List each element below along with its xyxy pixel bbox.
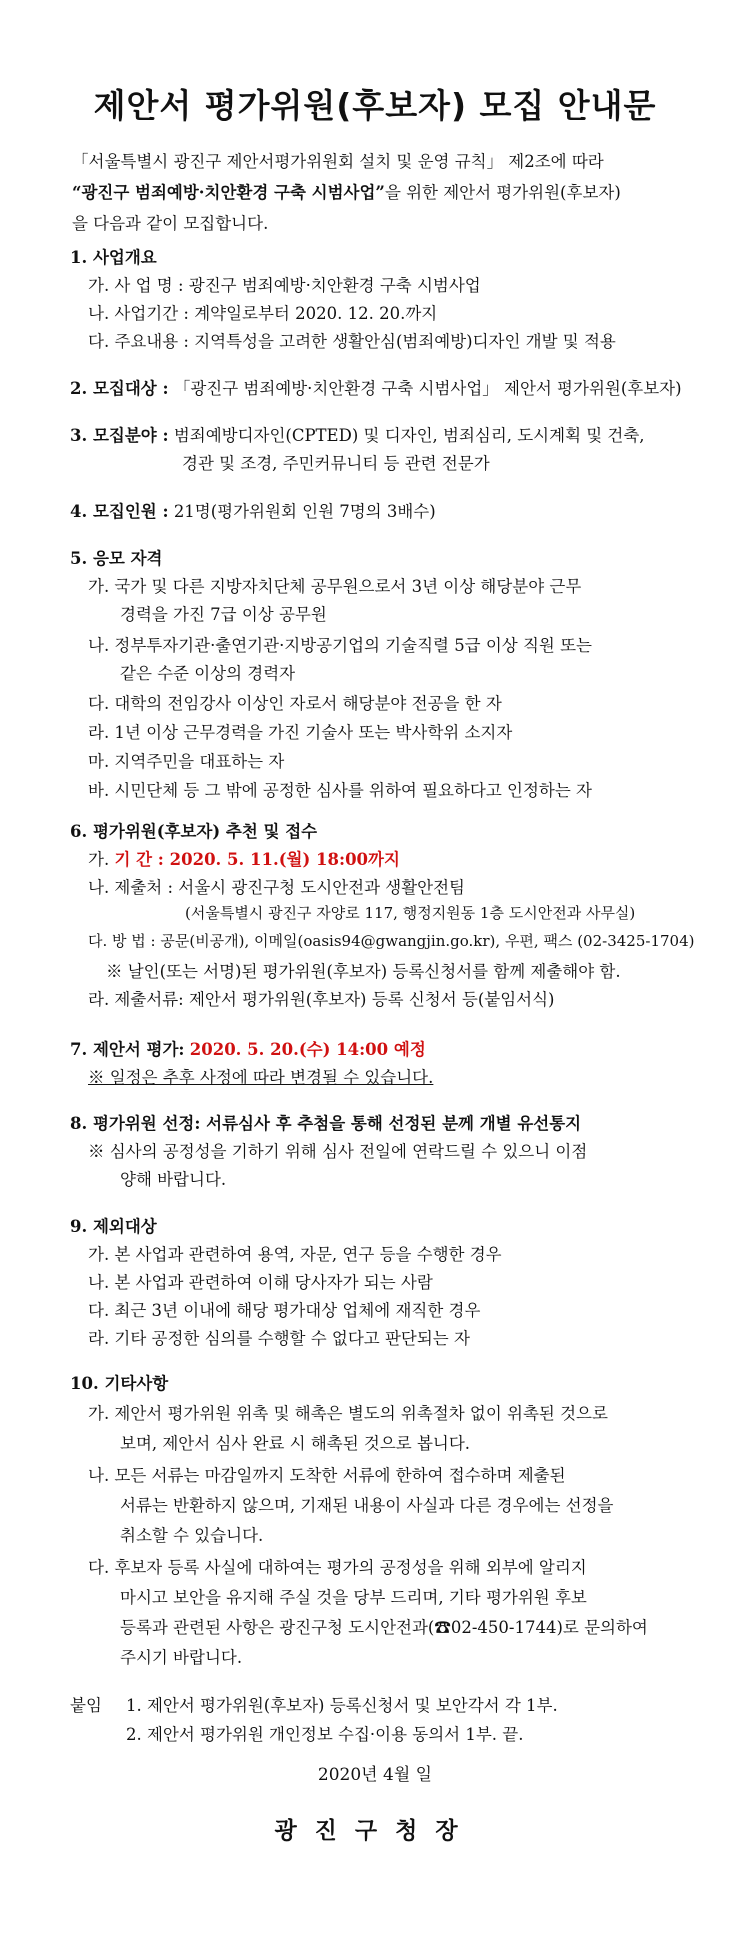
- section-1-heading: 1. 사업개요: [70, 248, 157, 267]
- section-1-item-1: 가. 사 업 명 : 광진구 범죄예방·치안환경 구축 시범사업: [88, 276, 481, 295]
- attachment-item-2: 2. 제안서 평가위원 개인정보 수집·이용 동의서 1부. 끝.: [126, 1725, 524, 1744]
- section-4: [70, 498, 436, 522]
- section-10-line-7: 마시고 보안을 유지해 주실 것을 당부 드리며, 기타 평가위원 후보: [120, 1588, 587, 1607]
- section-7: [70, 1036, 426, 1060]
- section-3-heading: 3. 모집분야 :: [70, 426, 169, 445]
- section-9-heading: 9. 제외대상: [70, 1217, 157, 1236]
- section-5-item-ga-cont: 경력을 가진 7급 이상 공무원: [120, 605, 327, 624]
- section-3-line-2: 경관 및 조경, 주민커뮤니티 등 관련 전문가: [182, 454, 490, 473]
- section-6-item-na: 나. 제출처 : 서울시 광진구청 도시안전과 생활안전팀: [88, 878, 465, 897]
- section-6-item-da: 다. 방 법 : 공문(비공개), 이메일(oasis94@gwangjin.go.kr), 우편, 팩스 (02-3425-1704): [88, 932, 695, 950]
- section-9-item-ra: 라. 기타 공정한 심의를 수행할 수 없다고 판단되는 자: [88, 1329, 470, 1348]
- attachment-item-1: 1. 제안서 평가위원(후보자) 등록신청서 및 보안각서 각 1부.: [126, 1696, 558, 1715]
- section-10-line-8: 등록과 관련된 사항은 광진구청 도시안전과(☎02-450-1744)로 문의하여: [120, 1618, 648, 1637]
- section-6-item-ga: [88, 846, 400, 870]
- attachment-label: 붙임: [70, 1696, 102, 1715]
- section-1-item-3: 다. 주요내용 : 지역특성을 고려한 생활안심(범죄예방)디자인 개발 및 적용: [88, 332, 616, 351]
- section-8-note-1: ※ 심사의 공정성을 기하기 위해 심사 전일에 연락드릴 수 있으니 이점: [88, 1142, 588, 1161]
- submission-deadline: 기 간 : 2020. 5. 11.(월) 18:00까지: [114, 850, 400, 869]
- section-2-text: 「광진구 범죄예방·치안환경 구축 시범사업」 제안서 평가위원(후보자): [173, 379, 682, 398]
- section-10-line-6: 다. 후보자 등록 사실에 대하여는 평가의 공정성을 위해 외부에 알리지: [88, 1558, 587, 1577]
- section-9-item-na: 나. 본 사업과 관련하여 이해 당사자가 되는 사람: [88, 1273, 433, 1292]
- section-6-ga-label: 가.: [88, 850, 110, 869]
- section-4-text: 21명(평가위원회 인원 7명의 3배수): [173, 502, 436, 521]
- issue-date: 2020년 4월 일: [317, 1765, 433, 1785]
- section-3: [70, 422, 645, 446]
- document-title: 제안서 평가위원(후보자) 모집 안내문: [93, 86, 657, 125]
- section-10-line-9: 주시기 바랍니다.: [120, 1648, 243, 1667]
- section-8-note-2: 양해 바랍니다.: [120, 1170, 227, 1189]
- section-6-heading: 6. 평가위원(후보자) 추천 및 접수: [70, 822, 318, 841]
- section-2: [70, 375, 682, 399]
- section-5-item-ma: 마. 지역주민을 대표하는 자: [88, 752, 285, 771]
- section-4-heading: 4. 모집인원 :: [70, 502, 169, 521]
- section-10-line-3: 나. 모든 서류는 마감일까지 도착한 서류에 한하여 접수하며 제출된: [88, 1466, 566, 1485]
- section-10-line-4: 서류는 반환하지 않으며, 기재된 내용이 사실과 다른 경우에는 선정을: [120, 1496, 614, 1515]
- section-1-item-2: 나. 사업기간 : 계약일로부터 2020. 12. 20.까지: [88, 304, 438, 323]
- intro-paragraph: [72, 146, 687, 239]
- section-6-note: ※ 날인(또는 서명)된 평가위원(후보자) 등록신청서를 함께 제출해야 함.: [106, 962, 621, 981]
- section-2-heading: 2. 모집대상 :: [70, 379, 169, 398]
- section-5-item-na: 나. 정부투자기관·출연기관·지방공기업의 기술직렬 5급 이상 직원 또는: [88, 636, 592, 655]
- section-6-address: (서울특별시 광진구 자양로 117, 행정지원동 1층 도시안전과 사무실): [185, 904, 636, 922]
- intro-line-2: 을 위한 제안서 평가위원(후보자): [384, 183, 621, 202]
- section-5-heading: 5. 응모 자격: [70, 549, 163, 568]
- section-5-item-ga: 가. 국가 및 다른 지방자치단체 공무원으로서 3년 이상 해당분야 근무: [88, 577, 582, 596]
- section-7-heading: 7. 제안서 평가:: [70, 1040, 185, 1059]
- evaluation-date: 2020. 5. 20.(수) 14:00 예정: [189, 1040, 426, 1059]
- issuer-name: 광진구청장: [274, 1817, 476, 1844]
- section-10-heading: 10. 기타사항: [70, 1374, 169, 1393]
- intro-line-3: 을 다음과 같이 모집합니다.: [72, 214, 269, 233]
- section-5-item-ba: 바. 시민단체 등 그 밖에 공정한 심사를 위하여 필요하다고 인정하는 자: [88, 781, 592, 800]
- section-10-line-1: 가. 제안서 평가위원 위촉 및 해촉은 별도의 위촉절차 없이 위촉된 것으로: [88, 1404, 608, 1423]
- section-5-item-ra: 라. 1년 이상 근무경력을 가진 기술사 또는 박사학위 소지자: [88, 723, 513, 742]
- section-6-item-ra: 라. 제출서류: 제안서 평가위원(후보자) 등록 신청서 등(붙임서식): [88, 990, 555, 1009]
- section-9-item-ga: 가. 본 사업과 관련하여 용역, 자문, 연구 등을 수행한 경우: [88, 1245, 502, 1264]
- section-8-heading: 8. 평가위원 선정: 서류심사 후 추첨을 통해 선정된 분께 개별 유선통지: [70, 1114, 582, 1133]
- section-5-item-na-cont: 같은 수준 이상의 경력자: [120, 664, 296, 683]
- section-9-item-da: 다. 최근 3년 이내에 해당 평가대상 업체에 재직한 경우: [88, 1301, 481, 1320]
- project-name: “광진구 범죄예방·치안환경 구축 시범사업”: [72, 183, 385, 202]
- section-3-line-1: 범죄예방디자인(CPTED) 및 디자인, 범죄심리, 도시계획 및 건축,: [173, 426, 645, 445]
- intro-line-1: 「서울특별시 광진구 제안서평가위원회 설치 및 운영 규칙」 제2조에 따라: [72, 152, 604, 171]
- section-5-item-da: 다. 대학의 전임강사 이상인 자로서 해당분야 전공을 한 자: [88, 694, 502, 713]
- section-10-line-5: 취소할 수 있습니다.: [120, 1526, 264, 1545]
- section-10-line-2: 보며, 제안서 심사 완료 시 해촉된 것으로 봅니다.: [120, 1434, 471, 1453]
- section-7-note: ※ 일정은 추후 사정에 따라 변경될 수 있습니다.: [88, 1068, 434, 1087]
